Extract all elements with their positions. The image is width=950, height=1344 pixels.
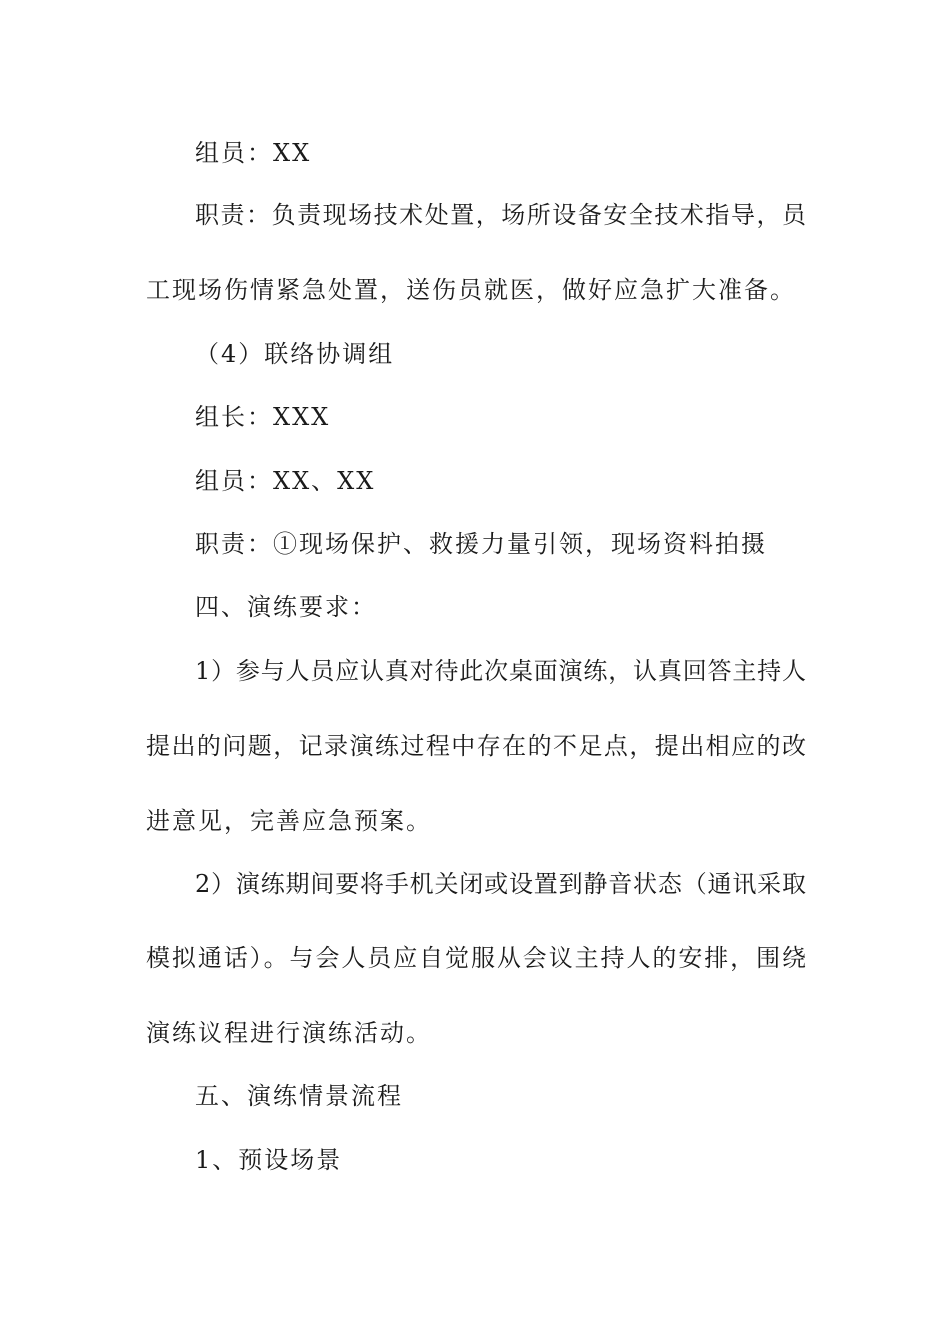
- duty-line-1: 职责：负责现场技术处置，场所设备安全技术指导，员: [195, 201, 806, 229]
- section-heading-scenario-flow: 五、演练情景流程: [195, 1082, 403, 1110]
- duty-line-2: 工现场伤情紧急处置，送伤员就医，做好应急扩大准备。: [146, 276, 796, 304]
- requirement-1-line-1: 1）参与人员应认真对待此次桌面演练，认真回答主持人: [195, 657, 806, 685]
- liaison-duty-line: 职责：①现场保护、救援力量引领，现场资料拍摄: [195, 530, 767, 558]
- requirement-2-line-3: 演练议程进行演练活动。: [146, 1019, 432, 1047]
- section-heading-requirements: 四、演练要求：: [195, 593, 377, 621]
- team-members-line: 组员：XX、XX: [195, 467, 376, 495]
- requirement-2-line-1: 2）演练期间要将手机关闭或设置到静音状态（通讯采取: [195, 870, 806, 898]
- requirement-1-line-2: 提出的问题，记录演练过程中存在的不足点，提出相应的改: [146, 732, 806, 760]
- requirement-1-line-3: 进意见，完善应急预案。: [146, 807, 432, 835]
- requirement-2-line-2: 模拟通话）。与会人员应自觉服从会议主持人的安排，围绕: [146, 944, 806, 972]
- team-leader-line: 组长：XXX: [195, 403, 331, 431]
- section-heading-liaison: （4）联络协调组: [195, 340, 395, 368]
- subsection-preset-scenario: 1、预设场景: [195, 1146, 343, 1174]
- team-member-line: 组员：XX: [195, 139, 312, 167]
